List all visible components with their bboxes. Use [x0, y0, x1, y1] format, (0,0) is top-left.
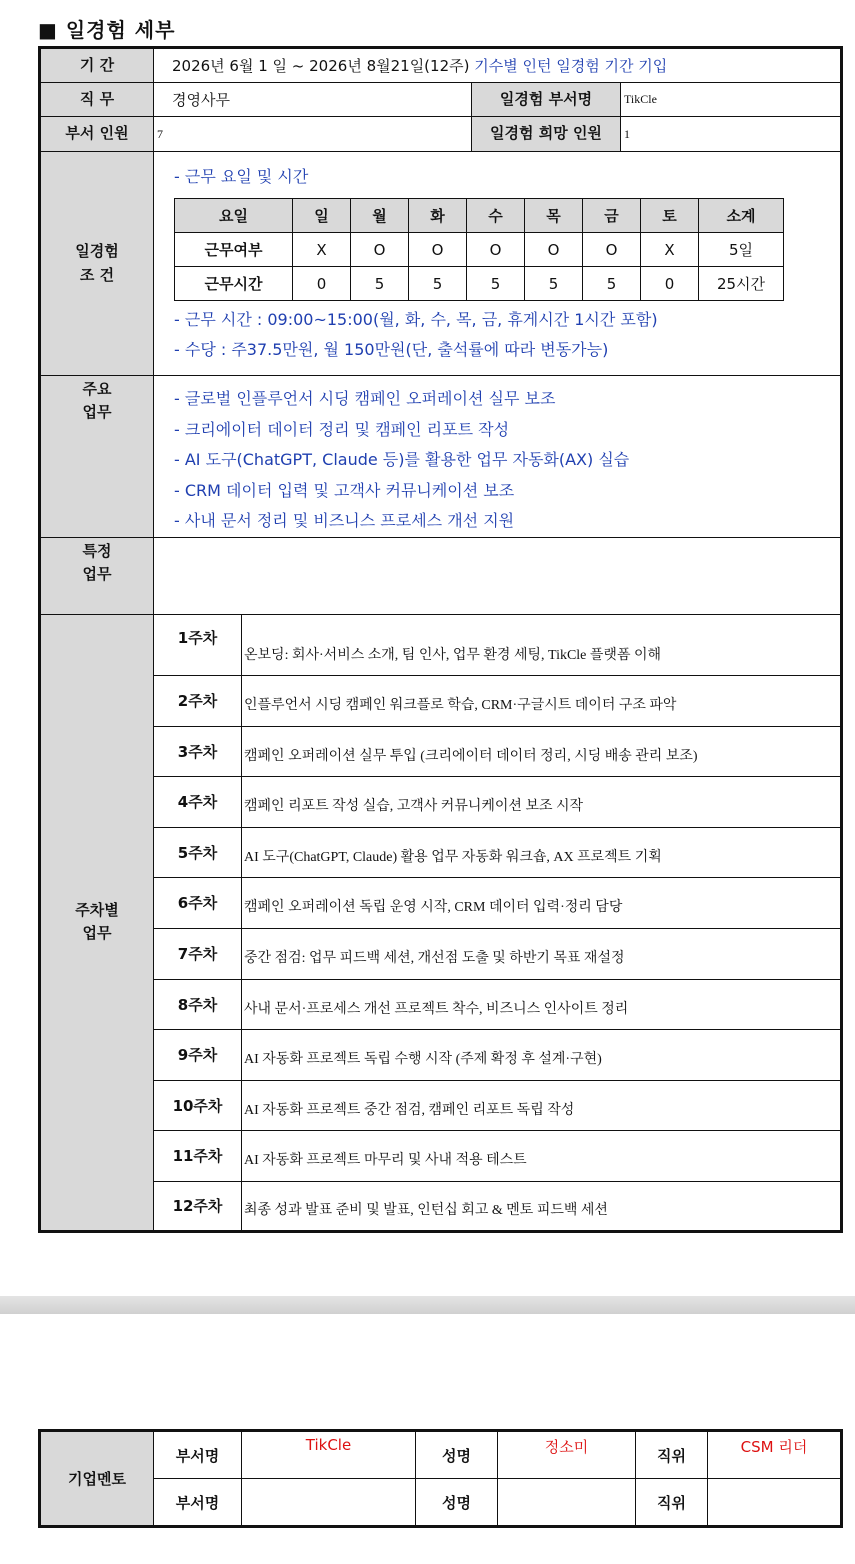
- schedule-cell: O: [409, 233, 467, 267]
- special-duties-value: [154, 537, 842, 614]
- schedule-table: [174, 198, 784, 301]
- weekly-label: 주차별 업무: [40, 614, 154, 1231]
- duty-item: - 크리에이터 데이터 정리 및 캠페인 리포트 작성: [174, 419, 510, 439]
- schedule-header: 일: [293, 199, 351, 233]
- job-value: 경영사무: [154, 83, 472, 117]
- mentor-dept-label: 부서명: [154, 1431, 242, 1479]
- schedule-cell: 5일: [699, 233, 784, 267]
- week-label: 4주차: [154, 776, 242, 827]
- mentor-name-label: 성명: [416, 1431, 498, 1479]
- internship-detail-table: [38, 46, 843, 1233]
- week-label: 2주차: [154, 675, 242, 726]
- schedule-cell: X: [641, 233, 699, 267]
- week-label: 5주차: [154, 827, 242, 877]
- mentor-dept-label: 부서명: [154, 1479, 242, 1527]
- schedule-cell: O: [525, 233, 583, 267]
- schedule-row-workdays: [175, 233, 784, 267]
- duty-item: - CRM 데이터 입력 및 고객사 커뮤니케이션 보조: [174, 480, 515, 500]
- schedule-cell: 5: [525, 267, 583, 301]
- mentor-position-value: CSM 리더: [708, 1431, 842, 1479]
- schedule-cell: 5: [351, 267, 409, 301]
- mentor-name-label: 성명: [416, 1479, 498, 1527]
- week-desc: AI 도구(ChatGPT, Claude) 활용 업무 자동화 워크숍, AX 프로젝트 기획: [242, 827, 842, 877]
- section-title: ■ 일경험 세부: [38, 18, 176, 42]
- week-desc: 인플루언서 시딩 캠페인 워크플로 학습, CRM·구글시트 데이터 구조 파악: [242, 675, 842, 726]
- week-label: 12주차: [154, 1181, 242, 1231]
- job-label: 직 무: [40, 83, 154, 117]
- mentor-position-value: [708, 1479, 842, 1527]
- week-desc: AI 자동화 프로젝트 중간 점검, 캠페인 리포트 독립 작성: [242, 1080, 842, 1130]
- schedule-row-hours: [175, 267, 784, 301]
- schedule-cell: O: [351, 233, 409, 267]
- schedule-cell: O: [467, 233, 525, 267]
- conditions-content: [154, 152, 842, 376]
- week-label: 7주차: [154, 928, 242, 979]
- mentor-name-value: 정소미: [498, 1431, 636, 1479]
- week-desc: 중간 점검: 업무 피드백 세션, 개선점 도출 및 하반기 목표 재설정: [242, 928, 842, 979]
- mentor-table: [38, 1429, 843, 1528]
- schedule-cell: X: [293, 233, 351, 267]
- schedule-header: 금: [583, 199, 641, 233]
- schedule-cell: 5: [467, 267, 525, 301]
- week-label: 8주차: [154, 979, 242, 1029]
- work-hours-text: - 근무 시간 : 09:00~15:00(월, 화, 수, 목, 금, 휴게시간 1시간 포함): [174, 310, 658, 329]
- schedule-header-row: [175, 199, 784, 233]
- main-duties-content: [154, 376, 842, 538]
- schedule-cell: 5: [583, 267, 641, 301]
- conditions-label: 일경험 조 건: [40, 152, 154, 376]
- schedule-cell: 25시간: [699, 267, 784, 301]
- dept-name-label: 일경험 부서명: [472, 83, 621, 117]
- week-desc: AI 자동화 프로젝트 마무리 및 사내 적용 테스트: [242, 1130, 842, 1181]
- pay-text: - 수당 : 주37.5만원, 월 150만원(단, 출석률에 따라 변동가능): [174, 340, 609, 359]
- duty-item: - AI 도구(ChatGPT, Claude 등)를 활용한 업무 자동화(AX) 실습: [174, 450, 630, 469]
- period-note: 기수별 인턴 일경험 기간 기입: [469, 57, 668, 75]
- dept-name-value: TikCle: [621, 83, 842, 117]
- mentor-position-label: 직위: [636, 1479, 708, 1527]
- schedule-row-label: 근무시간: [175, 267, 293, 301]
- schedule-header: 화: [409, 199, 467, 233]
- week-label: 6주차: [154, 877, 242, 928]
- week-label: 3주차: [154, 726, 242, 776]
- week-desc: 최종 성과 발표 준비 및 발표, 인턴십 회고 & 멘토 피드백 세션: [242, 1181, 842, 1231]
- mentor-dept-value: [242, 1479, 416, 1527]
- week-label: 10주차: [154, 1080, 242, 1130]
- schedule-cell: 5: [409, 267, 467, 301]
- duty-item: - 사내 문서 정리 및 비즈니스 프로세스 개선 지원: [174, 511, 515, 530]
- schedule-header: 소계: [699, 199, 784, 233]
- conditions-heading: - 근무 요일 및 시간: [174, 167, 309, 186]
- schedule-row-label: 근무여부: [175, 233, 293, 267]
- week-label: 9주차: [154, 1029, 242, 1080]
- week-label: 1주차: [154, 614, 242, 675]
- period-label: 기 간: [40, 48, 154, 83]
- main-duties-label: 주요 업무: [40, 376, 154, 538]
- mentor-dept-value: TikCle: [242, 1431, 416, 1479]
- period-value: 2026년 6월 1 일 ~ 2026년 8월21일(12주) 기수별 인턴 일경험 기간 기입: [154, 48, 842, 83]
- page-divider: [0, 1296, 855, 1314]
- week-desc: 캠페인 오퍼레이션 실무 투입 (크리에이터 데이터 정리, 시딩 배송 관리 보조): [242, 726, 842, 776]
- hope-count-label: 일경험 희망 인원: [472, 117, 621, 152]
- schedule-header: 수: [467, 199, 525, 233]
- schedule-cell: 0: [641, 267, 699, 301]
- week-desc: AI 자동화 프로젝트 독립 수행 시작 (주제 확정 후 설계·구현): [242, 1029, 842, 1080]
- schedule-cell: 0: [293, 267, 351, 301]
- schedule-header: 토: [641, 199, 699, 233]
- staff-value: 7: [154, 117, 472, 152]
- week-desc: 캠페인 오퍼레이션 독립 운영 시작, CRM 데이터 입력·정리 담당: [242, 877, 842, 928]
- schedule-cell: O: [583, 233, 641, 267]
- duty-item: - 글로벌 인플루언서 시딩 캠페인 오퍼레이션 실무 보조: [174, 389, 556, 408]
- hope-count-value: 1: [621, 117, 842, 152]
- schedule-header: 요일: [175, 199, 293, 233]
- schedule-header: 월: [351, 199, 409, 233]
- week-desc: 캠페인 리포트 작성 실습, 고객사 커뮤니케이션 보조 시작: [242, 776, 842, 827]
- mentor-position-label: 직위: [636, 1431, 708, 1479]
- week-desc: 사내 문서·프로세스 개선 프로젝트 착수, 비즈니스 인사이트 정리: [242, 979, 842, 1029]
- week-label: 11주차: [154, 1130, 242, 1181]
- mentor-name-value: [498, 1479, 636, 1527]
- special-duties-label: 특정 업무: [40, 537, 154, 614]
- staff-label: 부서 인원: [40, 117, 154, 152]
- schedule-header: 목: [525, 199, 583, 233]
- mentor-label: 기업멘토: [40, 1431, 154, 1527]
- week-desc: 온보딩: 회사·서비스 소개, 팀 인사, 업무 환경 세팅, TikCle 플랫폼 이해: [242, 614, 842, 675]
